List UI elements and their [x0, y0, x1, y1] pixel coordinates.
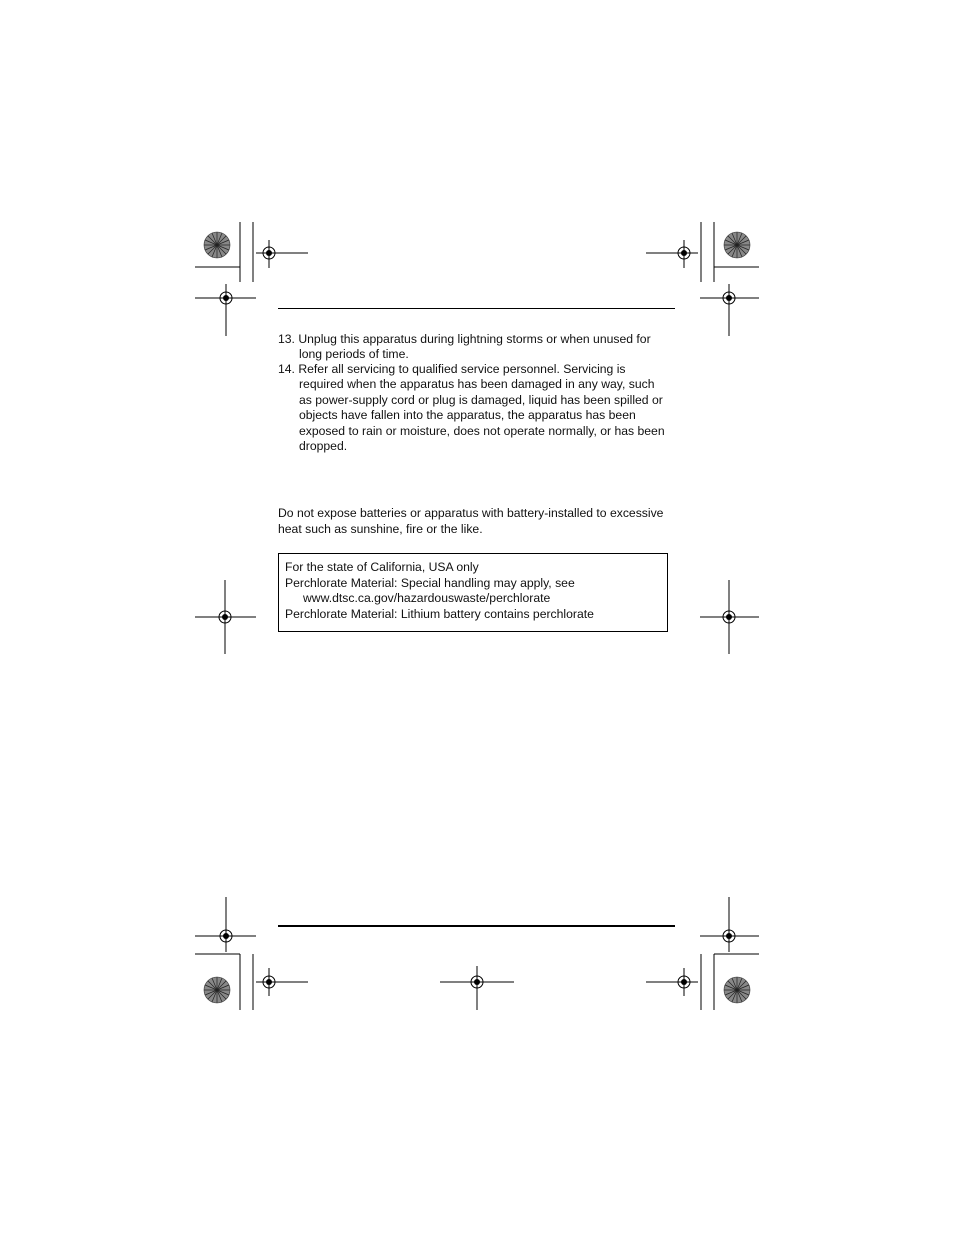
item-line: long periods of time. [299, 347, 409, 362]
item-line: as power-supply cord or plug is damaged, liquid has been spilled or [299, 392, 663, 407]
star-target-icon [724, 232, 750, 258]
item-line: Refer all servicing to qualified service personnel. Servicing is [298, 362, 626, 376]
list-item-13 [278, 332, 651, 363]
star-target-icon [724, 977, 750, 1003]
crosshair-icon [717, 924, 741, 948]
warning-line: Do not expose batteries or apparatus with battery-installed to excessive [278, 506, 664, 520]
star-target-icon [204, 977, 230, 1003]
crosshair-icon [214, 924, 238, 948]
item-line: exposed to rain or moisture, does not operate normally, or has been [299, 423, 665, 438]
header-rule [278, 308, 675, 309]
crosshair-icon [465, 970, 489, 994]
item-line: dropped. [299, 439, 348, 454]
crosshair-icon [672, 970, 696, 994]
item-line: Unplug this apparatus during lightning storms or when unused for [298, 332, 651, 346]
california-notice-box [278, 553, 668, 632]
warning-line: heat such as sunshine, fire or the like. [278, 522, 483, 536]
item-line: required when the apparatus has been damaged in any way, such [299, 377, 655, 392]
crosshair-icon [213, 605, 237, 629]
notice-heading: For the state of California, USA only [285, 560, 479, 574]
notice-line: Perchlorate Material: Special handling may apply, see [285, 576, 575, 590]
list-item-14 [278, 362, 665, 454]
crosshair-icon [717, 605, 741, 629]
crosshair-icon [672, 241, 696, 265]
perchlorate-url: www.dtsc.ca.gov/hazardouswaste/perchlorate [303, 591, 551, 605]
notice-line: Perchlorate Material: Lithium battery contains perchlorate [285, 607, 594, 621]
crosshair-icon [257, 241, 281, 265]
star-target-icon [204, 232, 230, 258]
item-number: 14. [278, 362, 295, 376]
item-number: 13. [278, 332, 295, 346]
crosshair-icon [214, 286, 238, 310]
footer-rule [278, 925, 675, 927]
crosshair-icon [717, 286, 741, 310]
item-line: objects have fallen into the apparatus, the apparatus has been [299, 408, 636, 423]
battery-warning [278, 505, 663, 537]
crosshair-icon [257, 970, 281, 994]
